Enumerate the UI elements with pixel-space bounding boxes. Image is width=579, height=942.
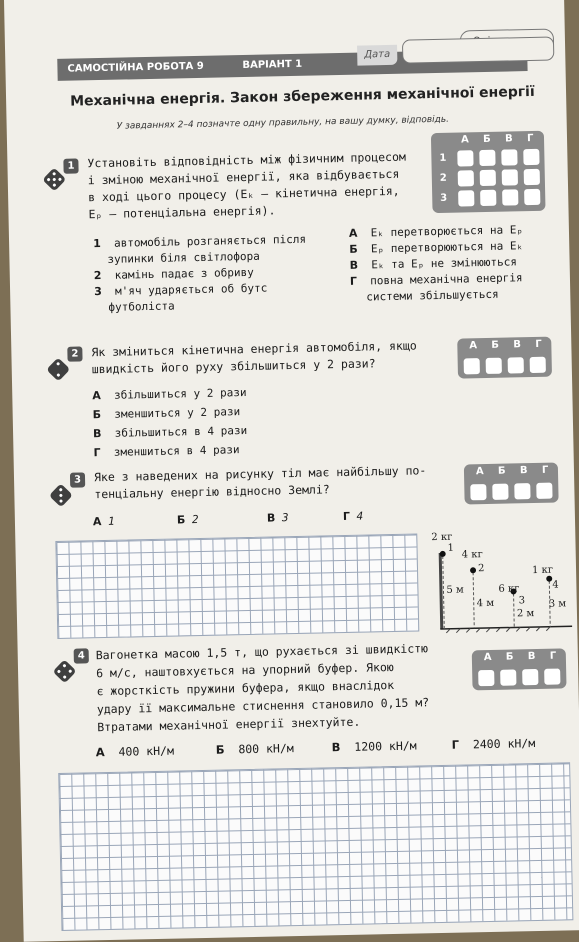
q1-line: Eₚ — потенціальна енергія). (88, 203, 276, 222)
answer-cell[interactable] (464, 358, 480, 374)
option[interactable] (93, 440, 248, 462)
answer-cell[interactable] (508, 357, 524, 373)
answer-grid[interactable] (58, 762, 573, 931)
dice-icon (53, 659, 77, 683)
answer-cell[interactable] (470, 484, 486, 500)
body-label: 1 (447, 542, 455, 554)
page-title: Механічна енергія. Закон збереження механічної енергії (69, 83, 535, 110)
option-letter: Б (176, 513, 186, 527)
option-letter: В (266, 511, 276, 525)
item-text: Eₚ перетворюються на Eₖ (370, 239, 524, 256)
row-label: 1 (439, 152, 447, 164)
q4-options (95, 734, 566, 760)
answer-cell[interactable] (486, 358, 502, 374)
q4-line: Втратами механічної енергії знехтуйте. (97, 714, 361, 735)
option-text: збільшиться в 4 рази (114, 424, 248, 440)
item-number: 2 (93, 269, 102, 283)
option-letter: В (92, 427, 102, 441)
q2-text (91, 337, 417, 378)
item-text: футболіста (108, 299, 175, 314)
header-bar (57, 49, 527, 81)
q1-left-list (93, 231, 345, 316)
q4-line: є жорсткість пружини буфера, якщо внаслідок (96, 677, 395, 699)
height-line-2 (473, 572, 474, 628)
height-label: 2 м (516, 608, 535, 620)
q3-options (92, 508, 393, 529)
answer-cell[interactable] (501, 149, 517, 165)
answer-cell[interactable] (502, 169, 518, 185)
question-number: 3 (70, 472, 85, 487)
answer-cell[interactable] (478, 670, 494, 686)
height-label: 4 м (476, 597, 495, 610)
col-label: В (504, 133, 513, 145)
item-letter: А (348, 226, 358, 240)
col-label: Г (541, 464, 549, 476)
option-letter: Г (342, 509, 351, 524)
row-label: 3 (440, 192, 448, 204)
option-text: зменшиться у 2 рази (114, 405, 241, 421)
col-label: В (527, 651, 536, 663)
item-text: системи збільшується (366, 287, 499, 304)
answer-cell[interactable] (523, 149, 539, 165)
answer-cell[interactable] (480, 190, 496, 206)
col-label: Б (491, 339, 500, 351)
mass-label: 1 кг (531, 564, 554, 577)
q3-text (94, 462, 427, 503)
q3-line: тенціальну енергію відносно Землі? (94, 482, 330, 502)
answer-grid[interactable] (55, 533, 419, 639)
answer-cell[interactable] (457, 150, 473, 166)
q4-answer-box (472, 648, 567, 690)
item-text: м'яч ударяється об бутс (114, 281, 268, 298)
q4-line: удару її максимальне стиснення становило 0,15 м? (96, 695, 430, 717)
q2-line: Як зміниться кінетична енергія автомобіля, якщо (91, 338, 417, 360)
q4-line: 6 м/с, наштовхується на упорний буфер. Якою (95, 659, 394, 681)
question-number: 1 (63, 158, 78, 173)
q4-line: Вагонетка масою 1,5 т, що рухається зі швидкістю (95, 641, 429, 663)
q1-text (87, 149, 407, 224)
option-text: 3 (281, 511, 289, 525)
answer-cell[interactable] (536, 483, 552, 499)
answer-cell[interactable] (479, 150, 495, 166)
col-label: Б (497, 465, 506, 477)
date-label: Дата (357, 45, 397, 66)
col-label: А (469, 340, 478, 352)
answer-cell[interactable] (458, 170, 474, 186)
q2-answer-box (457, 337, 552, 379)
option-text: 2 (191, 513, 199, 527)
item-text: Eₖ та Eₚ не змінюються (371, 255, 518, 272)
option[interactable] (96, 743, 174, 761)
worksheet-page (4, 0, 579, 942)
row-label: 2 (439, 172, 447, 184)
col-label: В (519, 465, 528, 477)
q4-text (96, 639, 430, 736)
answer-cell[interactable] (492, 484, 508, 500)
option-letter: А (95, 745, 105, 760)
answer-cell[interactable] (522, 669, 538, 685)
col-label: Б (505, 651, 514, 663)
item-text: зупинки біля світлофора (107, 249, 260, 266)
col-label: А (483, 651, 492, 664)
option-letter: А (92, 389, 101, 403)
question-number: 4 (74, 648, 89, 663)
option[interactable] (343, 509, 364, 525)
answer-cell[interactable] (458, 190, 474, 206)
option-text: 1 (107, 514, 115, 528)
col-label: Б (482, 133, 491, 145)
option-text: 400 кН/м (118, 743, 175, 759)
body-label: 3 (518, 595, 526, 607)
q1-line: і зміною механічної енергії, яка відбувається (87, 166, 400, 188)
col-label: Г (535, 338, 542, 350)
body-2 (470, 567, 476, 573)
answer-cell[interactable] (480, 170, 496, 186)
body-label: 4 (552, 579, 559, 591)
option-letter: А (92, 515, 102, 529)
answer-cell[interactable] (544, 669, 560, 685)
q1-line: в ході цього процесу (Eₖ — кінетична енергія, (88, 183, 400, 205)
variant-label: ВАРІАНТ 1 (242, 58, 303, 72)
item-number: 1 (92, 237, 101, 251)
dice-icon (49, 483, 73, 507)
answer-cell[interactable] (530, 357, 546, 373)
col-label: А (475, 466, 484, 478)
answer-cell[interactable] (500, 669, 516, 685)
item-text: Eₖ перетворюється на Eₚ (370, 223, 524, 240)
instruction: У завданнях 2–4 позначте одну правильну, на вашу думку, відповідь. (116, 114, 450, 132)
question-number: 2 (67, 346, 82, 361)
option-letter: Г (93, 446, 101, 460)
item-letter: В (349, 258, 359, 272)
height-label: 3 м (548, 598, 567, 610)
item-letter: Б (349, 242, 358, 256)
q3-answer-box (464, 463, 559, 505)
q1-right-list (349, 221, 561, 305)
col-label: В (513, 339, 522, 351)
option[interactable] (216, 740, 294, 758)
col-label: Г (526, 132, 534, 145)
mass-label: 2 кг (431, 531, 453, 544)
ground-post (439, 553, 444, 629)
item-letter: Г (349, 274, 358, 288)
mass-label: 4 кг (461, 549, 483, 561)
col-label: Г (549, 650, 557, 662)
option-text: 4 (356, 509, 364, 523)
mass-label: 6 кг (498, 583, 520, 595)
option[interactable] (177, 512, 199, 528)
option-letter: Г (451, 737, 460, 752)
height-label: 5 м (446, 584, 464, 596)
option-text: збільшиться у 2 рази (113, 386, 247, 402)
body-label: 2 (477, 563, 485, 575)
q1-answer-grid (431, 131, 546, 213)
item-number: 3 (93, 285, 102, 299)
answer-cell[interactable] (502, 189, 518, 205)
option-text: 2400 кН/м (472, 736, 536, 752)
option-text: 1200 кН/м (354, 738, 417, 754)
option[interactable] (452, 735, 536, 753)
option-letter: В (331, 740, 341, 755)
item-text: автомобіль розганяється після (113, 232, 307, 250)
answer-cell[interactable] (524, 169, 540, 185)
q1-line: Установіть відповідність між фізичним процесом (87, 149, 407, 171)
item-text: повна механічна енергія (370, 271, 523, 288)
col-label: А (460, 134, 469, 146)
option-letter: Б (215, 742, 225, 757)
option-text: 800 кН/м (238, 741, 294, 757)
option[interactable] (93, 514, 115, 530)
q2-options (92, 383, 248, 462)
height-line-3 (514, 593, 515, 627)
option-letter: Б (92, 408, 102, 422)
item-text: камінь падає з обриву (114, 265, 254, 282)
answer-cell[interactable] (514, 483, 530, 499)
option-text: зменшиться в 4 рази (113, 443, 240, 459)
answer-cell[interactable] (524, 189, 540, 205)
date-field[interactable] (402, 36, 554, 63)
q2-line: швидкість його руху збільшиться у 2 рази? (91, 356, 376, 377)
option[interactable] (267, 510, 289, 526)
dice-icon (46, 357, 70, 381)
work-label: САМОСТІЙНА РОБОТА 9 (67, 60, 204, 75)
option[interactable] (332, 738, 417, 756)
q3-line: Яке з наведених на рисунку тіл має найбільшу по- (93, 463, 427, 485)
